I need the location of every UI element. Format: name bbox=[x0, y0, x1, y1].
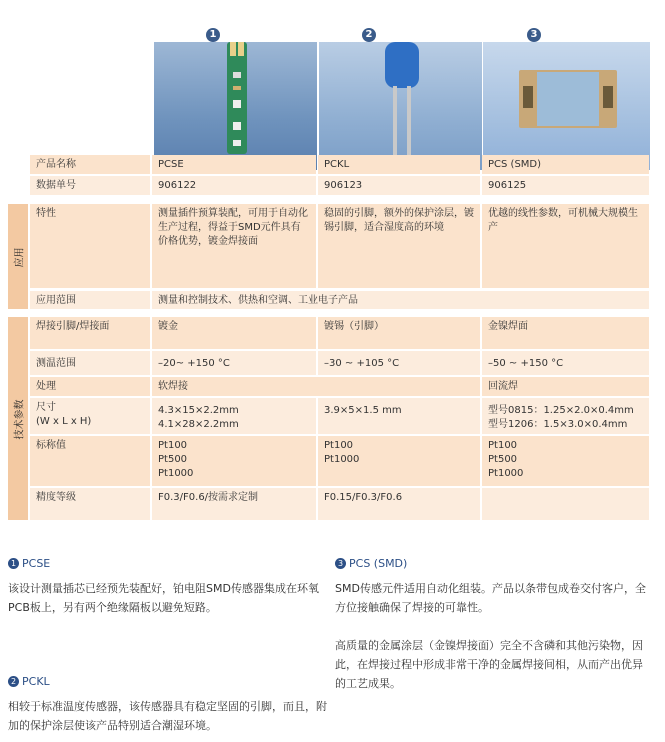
number-badge: 2 bbox=[8, 676, 19, 687]
row-label: 处理 bbox=[30, 377, 150, 396]
description-text: SMD传感元件适用自动化组装。产品以条带包成卷交付客户，全方位接触确保了焊接的可靠性。 高质量的金属涂层（金镍焊接面）完全不含磷和其他污染物，因此，在焊接过程中形成非常干净的金属焊接间相，从而产出优异的工艺成果。 bbox=[335, 582, 646, 690]
group-label-technical bbox=[8, 317, 28, 520]
table-cell: PCSE bbox=[152, 155, 316, 174]
table-cell: 型号0815：1.25×2.0×0.4mm 型号1206：1.5×3.0×0.4mm bbox=[482, 398, 649, 434]
table-cell: 测量插件预算装配，可用于自动化生产过程，得益于SMD元件具有价格优势，镀金焊接面 bbox=[152, 204, 316, 288]
row-label: 产品名称 bbox=[30, 155, 150, 174]
description-text: 该设计测量插芯已经预先装配好，铂电阻SMD传感器集成在环氧PCB板上，另有两个绝缘隔板以避免短路。 bbox=[8, 582, 319, 614]
description-title-text: PCKL bbox=[22, 675, 50, 688]
table-row bbox=[30, 317, 649, 349]
pckl-photo bbox=[319, 42, 482, 170]
pcse-photo bbox=[154, 42, 317, 170]
table-cell: 优越的线性参数，可机械大规模生产 bbox=[482, 204, 649, 288]
description-title bbox=[8, 554, 323, 573]
table-cell: F0.15/F0.3/F0.6 bbox=[318, 488, 480, 520]
table-cell: 软焊接 bbox=[152, 377, 480, 396]
description-title bbox=[8, 672, 328, 691]
row-label: 标称值 bbox=[30, 436, 150, 486]
description-title-text: PCSE bbox=[22, 557, 51, 570]
row-label: 特性 bbox=[30, 204, 150, 288]
table-row bbox=[30, 377, 649, 396]
row-label: 数据单号 bbox=[30, 176, 150, 195]
description-title bbox=[335, 554, 653, 573]
row-label: 测温范围 bbox=[30, 351, 150, 375]
description-pcse bbox=[8, 554, 323, 617]
group-label-application bbox=[8, 204, 28, 309]
table-row bbox=[30, 291, 649, 309]
row-label: 尺寸 (W x L x H) bbox=[30, 398, 150, 434]
table-cell: 镀锡（引脚） bbox=[318, 317, 480, 349]
table-cell: 906123 bbox=[318, 176, 480, 195]
number-badge: 3 bbox=[335, 558, 346, 569]
table-cell: –50 ~ +150 °C bbox=[482, 351, 649, 375]
table-cell: F0.3/F0.6/按需求定制 bbox=[152, 488, 316, 520]
product-number-badge: 2 bbox=[362, 28, 376, 42]
description-pckl bbox=[8, 672, 328, 735]
table-cell: PCKL bbox=[318, 155, 480, 174]
row-label: 焊接引脚/焊接面 bbox=[30, 317, 150, 349]
product-number-badge: 1 bbox=[206, 28, 220, 42]
table-cell: Pt100 Pt500 Pt1000 bbox=[482, 436, 649, 486]
description-text: 相较于标准温度传感器，该传感器具有稳定坚固的引脚，而且，附加的保护涂层使该产品特别适合潮湿环境。 bbox=[8, 700, 327, 732]
table-cell: 906125 bbox=[482, 176, 649, 195]
table-cell: 金镍焊面 bbox=[482, 317, 649, 349]
description-pcs-smd bbox=[335, 554, 653, 693]
product-photos bbox=[154, 28, 650, 150]
table-cell: Pt100 Pt500 Pt1000 bbox=[152, 436, 316, 486]
row-label: 应用范围 bbox=[30, 291, 150, 309]
table-cell: –20~ +150 °C bbox=[152, 351, 316, 375]
table-cell: 3.9×5×1.5 mm bbox=[318, 398, 480, 434]
table-row bbox=[30, 398, 649, 434]
table-cell: 稳固的引脚，额外的保护涂层，镀锡引脚，适合湿度高的环境 bbox=[318, 204, 480, 288]
table-cell: Pt100 Pt1000 bbox=[318, 436, 480, 486]
description-title-text: PCS (SMD) bbox=[349, 557, 408, 570]
table-cell: 回流焊 bbox=[482, 377, 649, 396]
table-row bbox=[30, 204, 649, 288]
number-badge: 1 bbox=[8, 558, 19, 569]
table-cell: 906122 bbox=[152, 176, 316, 195]
product-number-badge: 3 bbox=[527, 28, 541, 42]
table-cell: 测量和控制技术、供热和空调、工业电子产品 bbox=[152, 291, 649, 309]
table-cell: –30 ~ +105 °C bbox=[318, 351, 480, 375]
group-application-text: 应用 bbox=[14, 247, 26, 267]
table-row bbox=[30, 155, 649, 174]
table-row bbox=[30, 351, 649, 375]
table-row bbox=[30, 176, 649, 195]
table-row bbox=[30, 436, 649, 486]
table-cell: PCS (SMD) bbox=[482, 155, 649, 174]
table-cell: 4.3×15×2.2mm 4.1×28×2.2mm bbox=[152, 398, 316, 434]
pcs-smd-photo bbox=[483, 42, 650, 170]
group-technical-text: 技术参数 bbox=[14, 399, 26, 439]
table-row bbox=[30, 488, 649, 520]
table-cell: 镀金 bbox=[152, 317, 316, 349]
row-label: 精度等级 bbox=[30, 488, 150, 520]
table-cell bbox=[482, 488, 649, 520]
